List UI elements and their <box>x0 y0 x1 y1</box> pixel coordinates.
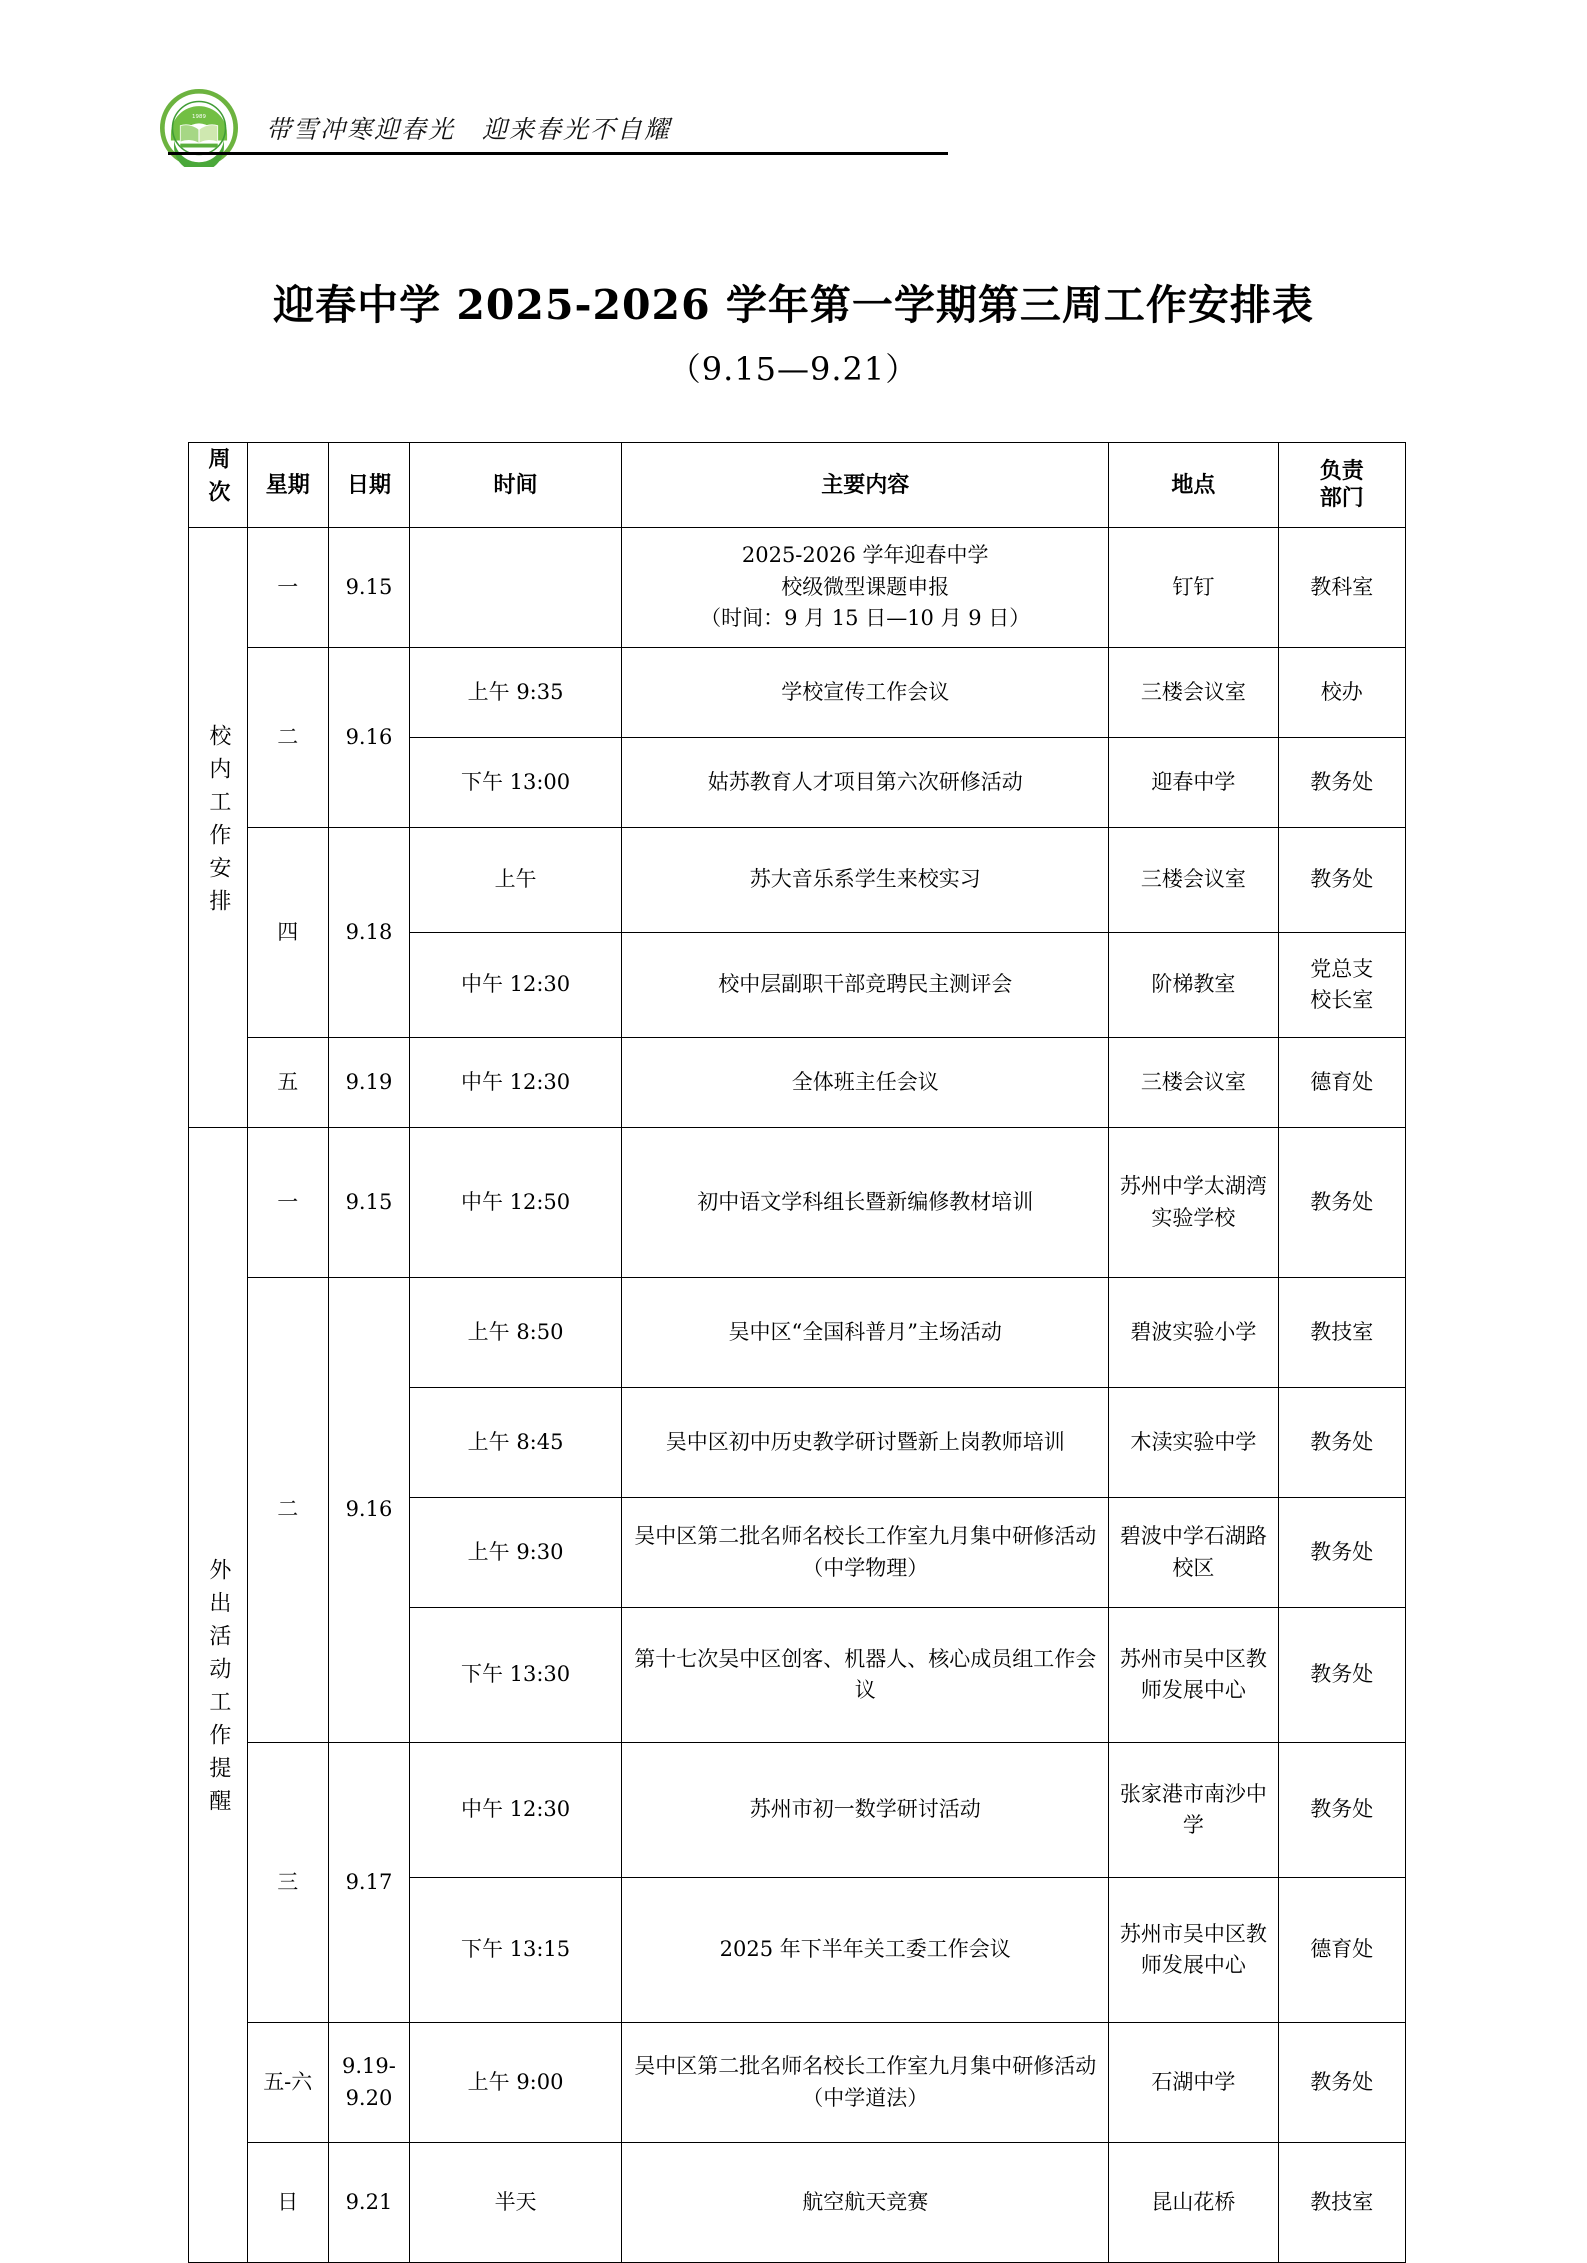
cell-content: 2025 年下半年关工委工作会议 <box>622 1878 1109 2023</box>
col-header-dept-line2: 部门 <box>1319 485 1364 511</box>
cell-dept: 德育处 <box>1278 1038 1406 1128</box>
cell-date: 9.15 <box>328 528 409 648</box>
cell-place: 张家港市南沙中学 <box>1109 1743 1278 1878</box>
table-row <box>189 648 1406 738</box>
col-header-week-label: 周次 <box>204 447 231 513</box>
cell-place: 三楼会议室 <box>1109 1038 1278 1128</box>
cell-time: 中午 12:30 <box>410 1038 622 1128</box>
cell-time: 上午 9:35 <box>410 648 622 738</box>
cell-dept: 教务处 <box>1278 1743 1406 1878</box>
schedule-table <box>188 442 1406 2263</box>
cell-place: 迎春中学 <box>1109 738 1278 828</box>
table-row <box>189 1128 1406 1278</box>
cell-dept: 教务处 <box>1278 828 1406 933</box>
cell-content: 吴中区“全国科普月”主场活动 <box>622 1278 1109 1388</box>
cell-content: 吴中区初中历史教学研讨暨新上岗教师培训 <box>622 1388 1109 1498</box>
section-label-cell <box>189 528 248 1128</box>
section-label-cell <box>189 1128 248 2263</box>
cell-dept: 教务处 <box>1278 1388 1406 1498</box>
schedule-table-wrapper <box>188 442 1406 2263</box>
cell-dept: 教技室 <box>1278 1278 1406 1388</box>
section-label: 外出活动工作提醒 <box>205 1558 231 1823</box>
cell-weekday: 五-六 <box>247 2023 328 2143</box>
cell-time: 下午 13:30 <box>410 1608 622 1743</box>
cell-dept: 党总支 校长室 <box>1278 933 1406 1038</box>
cell-place: 石湖中学 <box>1109 2023 1278 2143</box>
cell-date: 9.15 <box>328 1128 409 1278</box>
cell-place: 木渎实验中学 <box>1109 1388 1278 1498</box>
cell-dept: 教技室 <box>1278 2143 1406 2263</box>
cell-place: 三楼会议室 <box>1109 828 1278 933</box>
col-header-dept-line1: 负责 <box>1319 457 1364 484</box>
cell-time: 下午 13:15 <box>410 1878 622 2023</box>
cell-content: 吴中区第二批名师名校长工作室九月集中研修活动（中学物理） <box>622 1498 1109 1608</box>
col-header-content: 主要内容 <box>622 443 1109 528</box>
cell-dept: 教务处 <box>1278 2023 1406 2143</box>
cell-place: 阶梯教室 <box>1109 933 1278 1038</box>
cell-content: 全体班主任会议 <box>622 1038 1109 1128</box>
col-header-week <box>189 443 248 528</box>
cell-content: 校中层副职干部竞聘民主测评会 <box>622 933 1109 1038</box>
cell-weekday: 四 <box>247 828 328 1038</box>
cell-place: 苏州市吴中区教师发展中心 <box>1109 1608 1278 1743</box>
cell-date: 9.16 <box>328 648 409 828</box>
cell-place: 碧波实验小学 <box>1109 1278 1278 1388</box>
schedule-table-body <box>189 528 1406 2263</box>
cell-dept: 教务处 <box>1278 1608 1406 1743</box>
cell-content: 初中语文学科组长暨新编修教材培训 <box>622 1128 1109 1278</box>
col-header-date: 日期 <box>328 443 409 528</box>
cell-time: 上午 8:45 <box>410 1388 622 1498</box>
cell-date: 9.16 <box>328 1278 409 1743</box>
col-header-weekday: 星期 <box>247 443 328 528</box>
cell-time: 半天 <box>410 2143 622 2263</box>
cell-date: 9.17 <box>328 1743 409 2023</box>
school-emblem-icon <box>160 89 238 167</box>
cell-dept: 教务处 <box>1278 1498 1406 1608</box>
cell-time: 上午 9:00 <box>410 2023 622 2143</box>
cell-time: 中午 12:30 <box>410 933 622 1038</box>
cell-content: 学校宣传工作会议 <box>622 648 1109 738</box>
col-header-time: 时间 <box>410 443 622 528</box>
cell-place: 苏州中学太湖湾实验学校 <box>1109 1128 1278 1278</box>
table-header-row <box>189 443 1406 528</box>
cell-content: 吴中区第二批名师名校长工作室九月集中研修活动（中学道法） <box>622 2023 1109 2143</box>
cell-weekday: 五 <box>247 1038 328 1128</box>
cell-weekday: 一 <box>247 1128 328 1278</box>
table-row <box>189 1038 1406 1128</box>
cell-time: 上午 8:50 <box>410 1278 622 1388</box>
page-subtitle: （9.15—9.21） <box>668 350 919 388</box>
table-row <box>189 1743 1406 1878</box>
section-label: 校内工作安排 <box>205 723 231 922</box>
cell-place: 钉钉 <box>1109 528 1278 648</box>
letterhead-rule <box>168 152 948 155</box>
school-motto: 带雪冲寒迎春光 迎来春光不自耀 <box>266 115 672 144</box>
cell-place: 昆山花桥 <box>1109 2143 1278 2263</box>
letterhead <box>160 78 1350 178</box>
cell-content: 2025-2026 学年迎春中学 校级微型课题申报 （时间：9 月 15 日—10 月 9 日） <box>622 528 1109 648</box>
cell-time: 中午 12:50 <box>410 1128 622 1278</box>
cell-weekday: 日 <box>247 2143 328 2263</box>
cell-dept: 教务处 <box>1278 738 1406 828</box>
cell-content: 苏大音乐系学生来校实习 <box>622 828 1109 933</box>
table-row <box>189 828 1406 933</box>
cell-weekday: 三 <box>247 1743 328 2023</box>
table-row <box>189 2023 1406 2143</box>
cell-time: 中午 12:30 <box>410 1743 622 1878</box>
cell-dept: 教科室 <box>1278 528 1406 648</box>
cell-date: 9.21 <box>328 2143 409 2263</box>
cell-place: 三楼会议室 <box>1109 648 1278 738</box>
cell-content: 苏州市初一数学研讨活动 <box>622 1743 1109 1878</box>
cell-time: 上午 <box>410 828 622 933</box>
cell-dept: 教务处 <box>1278 1128 1406 1278</box>
svg-text:1989: 1989 <box>192 113 206 120</box>
col-header-place: 地点 <box>1109 443 1278 528</box>
cell-content: 航空航天竞赛 <box>622 2143 1109 2263</box>
table-row <box>189 528 1406 648</box>
cell-weekday: 一 <box>247 528 328 648</box>
cell-content: 姑苏教育人才项目第六次研修活动 <box>622 738 1109 828</box>
cell-dept: 校办 <box>1278 648 1406 738</box>
page-title: 迎春中学 2025-2026 学年第一学期第三周工作安排表 <box>273 281 1314 329</box>
cell-time: 上午 9:30 <box>410 1498 622 1608</box>
cell-date: 9.19-9.20 <box>328 2023 409 2143</box>
cell-time: 下午 13:00 <box>410 738 622 828</box>
cell-place: 碧波中学石湖路校区 <box>1109 1498 1278 1608</box>
cell-dept: 德育处 <box>1278 1878 1406 2023</box>
cell-time <box>410 528 622 648</box>
cell-weekday: 二 <box>247 648 328 828</box>
table-row <box>189 1278 1406 1388</box>
cell-date: 9.19 <box>328 1038 409 1128</box>
cell-place: 苏州市吴中区教师发展中心 <box>1109 1878 1278 2023</box>
cell-weekday: 二 <box>247 1278 328 1743</box>
cell-date: 9.18 <box>328 828 409 1038</box>
col-header-dept <box>1278 443 1406 528</box>
cell-content: 第十七次吴中区创客、机器人、核心成员组工作会议 <box>622 1608 1109 1743</box>
